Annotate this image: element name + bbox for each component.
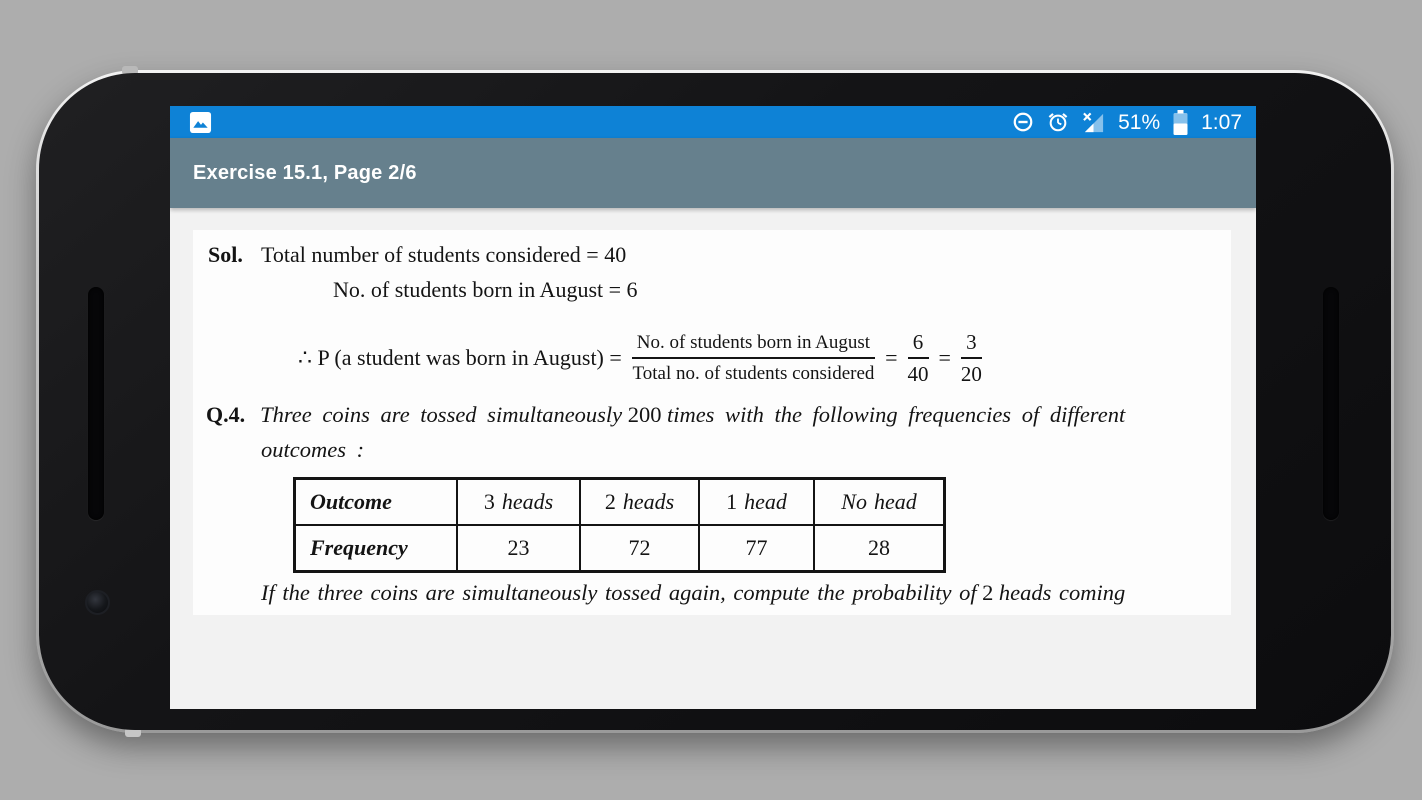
equals-sign: = [938,345,951,370]
outcome-cell [457,479,580,526]
probability-equation [298,325,982,391]
phone-bezel [39,73,1391,730]
outcome-word: head [744,489,787,514]
outcome-cell [814,479,945,526]
outcome-word: heads [501,489,554,514]
outcome-header-cell: Outcome [295,479,458,526]
image-notification-icon [189,111,212,134]
equation-prefix: ∴ P (a student was born in August) = [298,345,622,370]
outcome-cell [699,479,814,526]
status-bar [170,106,1256,138]
frequency-cell: 77 [699,525,814,572]
page-title: Exercise 15.1, Page 2/6 [193,161,417,184]
content-area [170,208,1256,709]
alarm-icon [1047,111,1069,133]
fraction-numerator: No. of students born in August [632,331,875,359]
question-text: times with the following frequencies of different [666,402,1126,427]
solution-text-1: Total number of students considered = 40 [260,242,627,267]
phone-frame [36,70,1394,733]
fraction-denominator: Total no. of students considered [632,363,875,384]
speaker-grille-left [88,287,104,520]
frequency-header-cell: Frequency [295,525,458,572]
question-4-line-2: outcomes : [261,437,365,462]
closing-text: If the three coins are simultaneously tossed again, compute the probability of [261,580,977,605]
fraction-numerator: 3 [961,330,982,359]
solution-line-2 [333,277,638,303]
closing-number-2: 2 [982,580,994,605]
main-fraction [632,331,875,385]
fraction-denominator: 40 [907,362,929,386]
frequency-table [293,477,946,573]
outcome-count: No [841,489,867,514]
do-not-disturb-icon [1012,111,1034,133]
status-bar-right [1012,110,1242,135]
question-number-200: 200 [627,402,662,427]
outcome-word: heads [622,489,675,514]
outcome-word: head [873,489,917,514]
cell-signal-x-icon [1082,111,1105,134]
outcome-count: 1 [726,489,738,514]
fraction-denominator: 20 [960,362,982,386]
question-text: Three coins are tossed simultaneously [260,402,623,427]
fraction-3-20 [961,330,982,386]
device-screen [170,106,1256,709]
outcome-count: 2 [604,489,616,514]
frequency-cell: 72 [580,525,699,572]
solution-line-1 [208,242,626,268]
outcome-count: 3 [483,489,495,514]
solution-text-2: No. of students born in August = 6 [333,277,638,302]
battery-percent: 51% [1118,110,1161,134]
fraction-numerator: 6 [908,330,929,359]
front-camera [85,590,110,615]
solution-label: Sol. [208,242,243,267]
frequency-cell: 23 [457,525,580,572]
closing-text: heads coming [998,580,1126,605]
question-label: Q.4. [206,402,246,427]
question-closing-line [261,580,1125,606]
battery-icon [1173,110,1188,135]
question-4-line-1 [206,402,1125,428]
fraction-6-40 [908,330,929,386]
outcome-cell [580,479,699,526]
equals-sign: = [885,345,898,370]
document-page[interactable] [193,230,1231,615]
app-bar [170,138,1256,208]
table-row [295,479,945,526]
speaker-grille-right [1323,287,1339,520]
status-clock: 1:07 [1201,110,1242,134]
frequency-cell: 28 [814,525,945,572]
table-row [295,525,945,572]
